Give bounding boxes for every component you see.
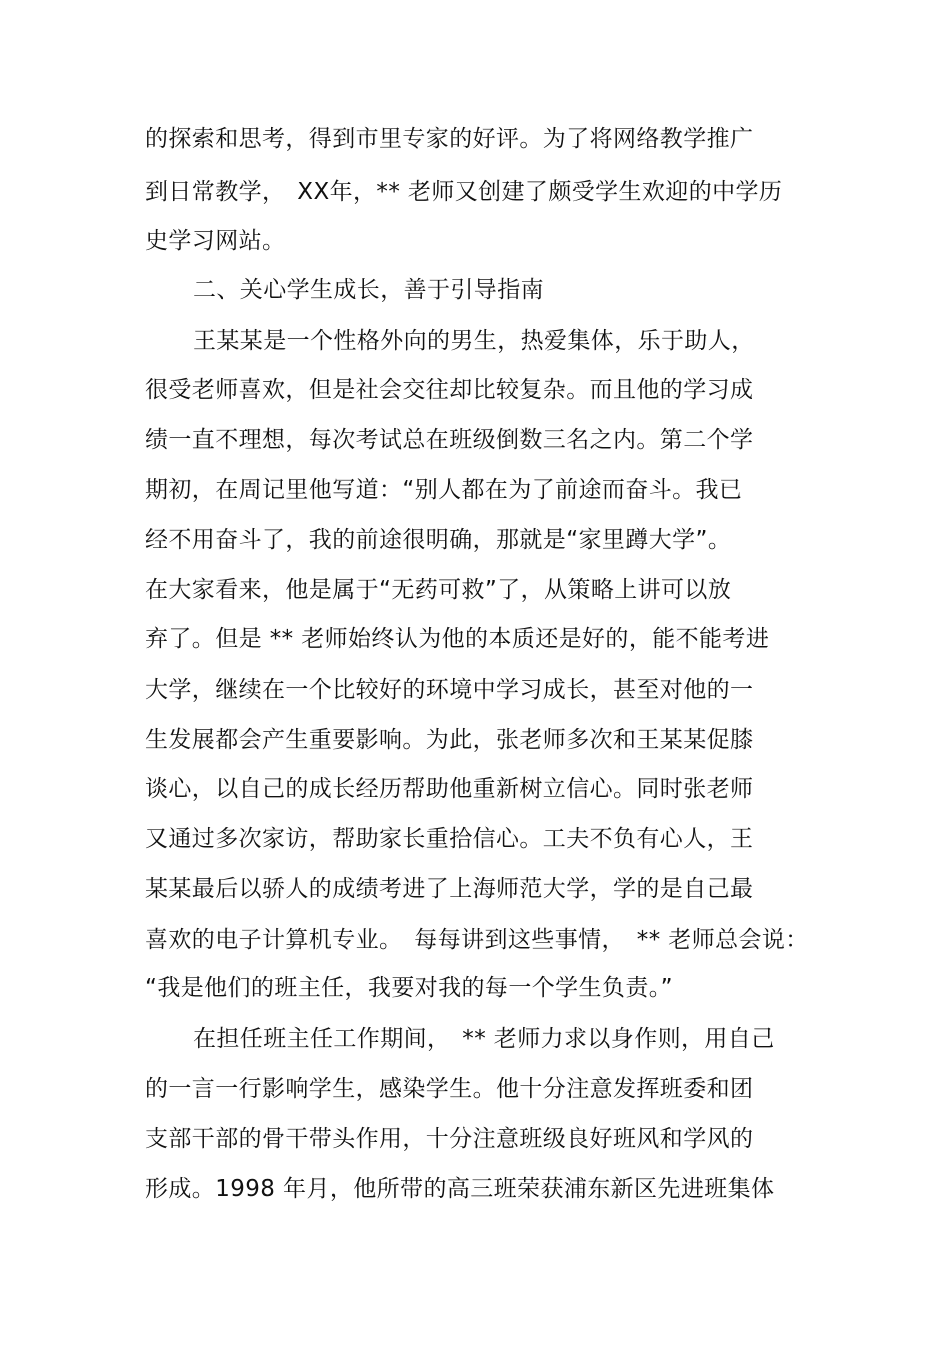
text-line: 史学习网站。 — [145, 228, 286, 254]
text-line: 某某最后以骄人的成绩考进了上海师范大学，学的是自己最 — [145, 876, 754, 902]
text-line: 王某某是一个性格外向的男生，热爱集体，乐于助人， — [193, 328, 755, 354]
text-line: 形成。1998 年月，他所带的高三班荣获浦东新区先进班集体 — [145, 1176, 775, 1202]
text-line: 支部干部的骨干带头作用，十分注意班级良好班风和学风的 — [145, 1126, 754, 1152]
text-line: 谈心，以自己的成长经历帮助他重新树立信心。同时张老师 — [145, 776, 754, 802]
text-line: 的一言一行影响学生，感染学生。他十分注意发挥班委和团 — [145, 1076, 754, 1102]
text-line: 的探索和思考，得到市里专家的好评。为了将网络教学推广 — [145, 126, 754, 152]
text-line: 经不用奋斗了，我的前途很明确，那就是“家里蹲大学”。 — [145, 527, 732, 553]
text-line: 绩一直不理想，每次考试总在班级倒数三名之内。第二个学 — [145, 427, 754, 453]
text-line: 很受老师喜欢，但是社会交往却比较复杂。而且他的学习成 — [145, 377, 754, 403]
text-line: 弃了。但是 ** 老师始终认为他的本质还是好的，能不能考进 — [145, 626, 770, 652]
section-heading: 二、关心学生成长，善于引导指南 — [193, 277, 544, 303]
text-line: 在担任班主任工作期间， ** 老师力求以身作则，用自己 — [193, 1026, 775, 1052]
text-line: 到日常教学， XX年，** 老师又创建了颇受学生欢迎的中学历 — [145, 179, 783, 205]
text-line: 生发展都会产生重要影响。为此，张老师多次和王某某促膝 — [145, 727, 754, 753]
text-line: 在大家看来，他是属于“无药可救”了，从策略上讲可以放 — [145, 577, 732, 603]
text-line: 期初，在周记里他写道：“别人都在为了前途而奋斗。我已 — [145, 477, 743, 503]
text-line: “我是他们的班主任，我要对我的每一个学生负责。” — [145, 975, 673, 1001]
text-line: 喜欢的电子计算机专业。 每每讲到这些事情， ** 老师总会说： — [145, 927, 809, 953]
text-line: 又通过多次家访，帮助家长重拾信心。工夫不负有心人，王 — [145, 826, 754, 852]
text-line: 大学，继续在一个比较好的环境中学习成长，甚至对他的一 — [145, 677, 754, 703]
